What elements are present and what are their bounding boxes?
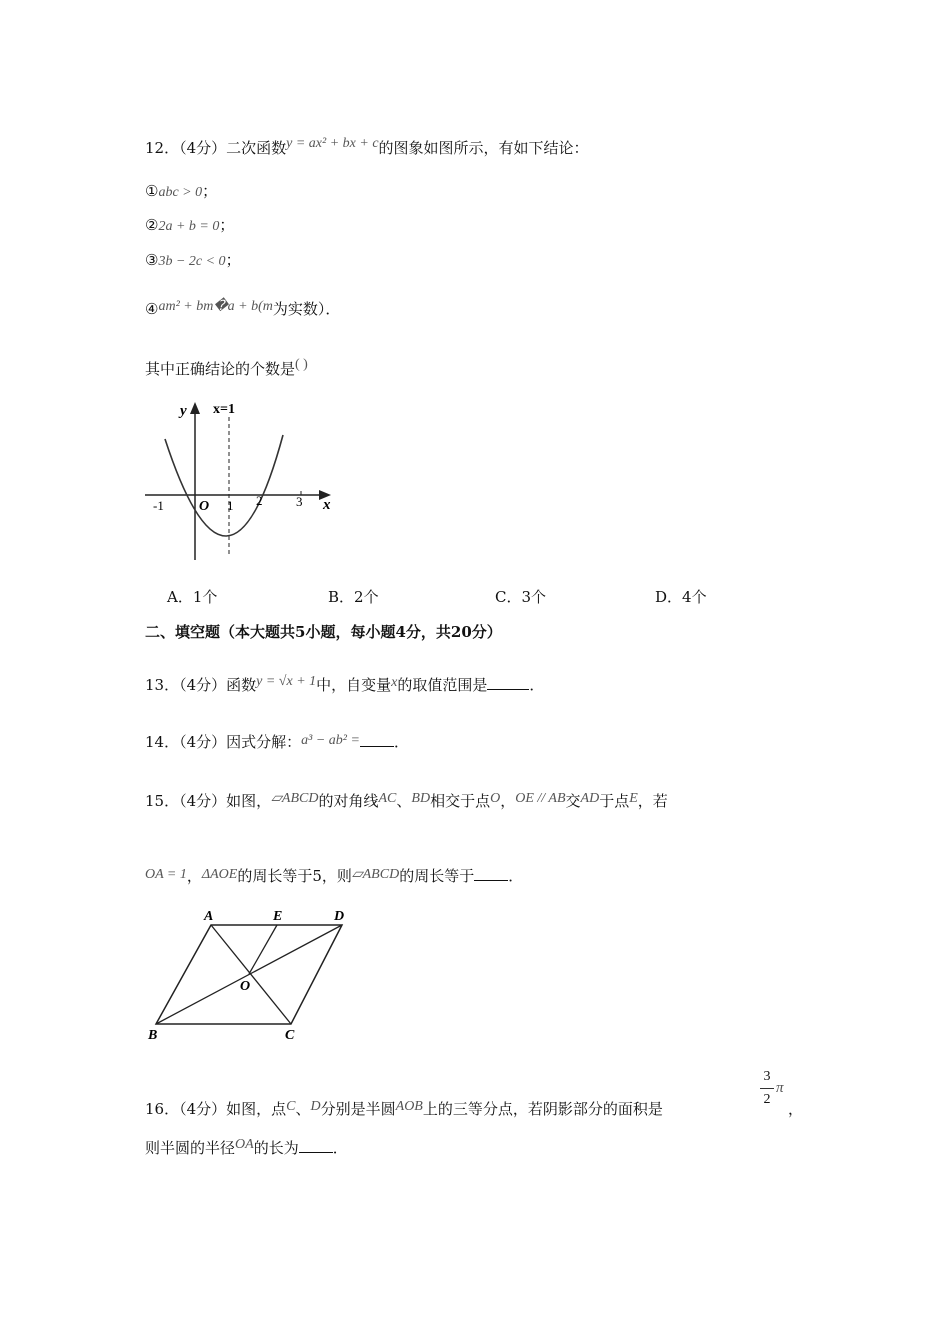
q13-function: y = √x + 1 [256,674,317,689]
q16-line2: 则半圆的半径OA的长为 ． [145,1137,348,1157]
q13-answer-blank[interactable] [487,675,529,690]
point-o-label: O [240,979,251,994]
q12-item-4-expr: am² + bm�a + b(m [158,299,273,314]
q12-stem-tail: 的图象如图所示，有如下结论： [378,139,589,157]
q14-answer-blank[interactable] [360,732,394,747]
tick-label-3: 3 [296,494,303,509]
q12-item-3: ③3b − 2c < 0； [145,251,241,269]
tick-label-2: 2 [256,493,263,508]
parabola-curve [165,435,283,536]
q12-item-3-expr: 3b − 2c < 0 [158,254,226,269]
y-label: y [180,403,187,419]
x-label: x [323,497,331,513]
option-c[interactable]: C．3个 [495,588,547,606]
point-a-label: A [204,909,214,924]
q12-number: 12．（4分）二次函数 [145,139,287,157]
q12-stem [145,136,589,158]
q12-item-1-expr: abc > 0 [158,185,203,200]
q16-answer-blank[interactable] [299,1138,333,1153]
q14: 14．（4分）因式分解：a³ − ab² = ． [145,733,409,751]
q12-item-2-expr: 2a + b = 0 [158,219,220,234]
point-d-label: D [334,909,345,924]
diagonal-ac [211,925,291,1024]
x-equals-1-label: x=1 [213,402,235,417]
option-b[interactable]: B．2个 [328,588,379,606]
q12-item-2: ②2a + b = 0； [145,216,235,234]
q15-answer-blank[interactable] [474,866,508,881]
option-d[interactable]: D．4个 [655,588,707,606]
q12-item-4: ④am² + bm�a + b(m为实数）． [145,299,341,318]
tick-label-1: 1 [227,498,234,513]
q15-line2: OA = 1，ΔAOE的周长等于5，则▱ABCD的周长等于 ． [145,867,524,885]
q16-line1: 16．（4分）如图，点C、D分别是半圆AOB上的三等分点，若阴影部分的面积是 [145,1099,663,1118]
q12-item-1: ①abc > 0； [145,182,218,200]
q15-line1: 15．（4分）如图，▱ABCD的对角线AC、BD相交于点O，OE // AB交AD于点E，若 [145,791,668,810]
y-axis-arrow [190,402,200,414]
answer-paren: ( ) [295,357,308,372]
parabola-graph [145,395,345,565]
origin-label: O [199,499,210,514]
fraction-bar [760,1088,774,1089]
q12-question: 其中正确结论的个数是( ) [145,357,308,378]
q13: 13．（4分）函数y = √x + 1中，自变量x的取值范围是 ． [145,674,545,694]
q12-function: y = ax² + bx + c [286,136,379,151]
section-title: 二、填空题（本大题共5小题，每小题4分，共20分） [145,623,502,641]
point-c-label: C [285,1028,295,1043]
fraction-numerator: 3 [763,1069,771,1084]
option-a[interactable]: A．1个 [167,588,218,606]
q13-variable: x [391,675,398,690]
fraction-denominator: 2 [763,1092,771,1107]
point-b-label: B [148,1028,158,1043]
tick-label-neg1: -1 [153,498,164,513]
q14-expression: a³ − ab² = [301,733,360,748]
point-e-label: E [273,909,283,924]
pi-symbol: π [776,1080,784,1096]
q16-comma: ， [788,1100,804,1118]
parallelogram-figure [140,905,360,1045]
